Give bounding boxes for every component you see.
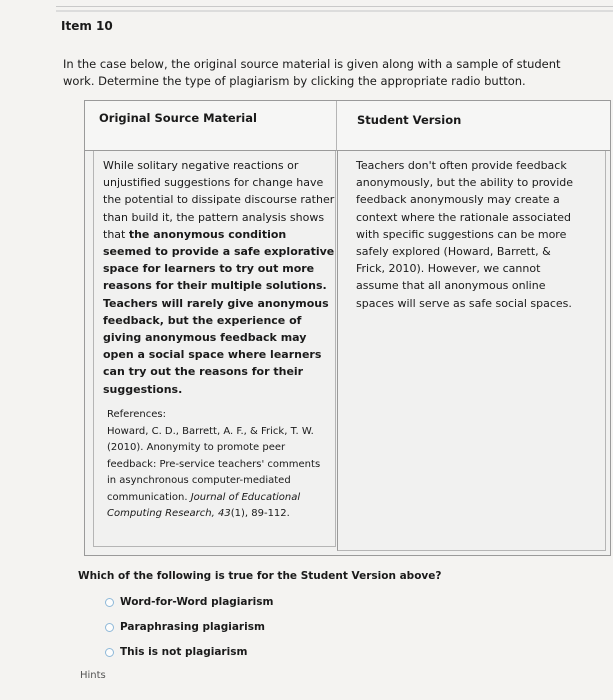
option-label-word-for-word[interactable]: Word-for-Word plagiarism <box>120 596 274 608</box>
student-header-cell <box>337 101 610 151</box>
reference-issue: (1), 89-112. <box>230 508 290 519</box>
references <box>107 407 327 523</box>
option-label-not-plagiarism[interactable]: This is not plagiarism <box>120 646 248 658</box>
student-version-text: Teachers don't often provide feedback anonymously, but the ability to provide feedback anonymously may create a context where the rationale associated with specific suggestions can be more safely explored (Howard, Barrett, & Frick, 2010). However, we cannot assume that all anonymous online spaces will serve as safe social spaces. <box>356 159 574 310</box>
hints-link[interactable]: Hints <box>80 670 106 681</box>
top-divider-secondary <box>56 10 613 12</box>
option-not-plagiarism[interactable] <box>105 646 247 658</box>
comparison-table <box>84 100 611 556</box>
option-word-for-word[interactable] <box>105 596 273 608</box>
instructions-text: In the case below, the original source material is given along with a sample of student work. Determine the type of plagiarism by clicking the appropriate radio button. <box>63 57 561 88</box>
original-header: Original Source Material <box>99 111 257 125</box>
references-label: References: <box>107 409 166 420</box>
original-source-cell <box>93 151 336 547</box>
radio-word-for-word[interactable] <box>105 598 114 607</box>
reference-journal: Journal of Educational Computing Research, 43 <box>107 491 301 519</box>
radio-paraphrasing[interactable] <box>105 623 114 632</box>
student-version-cell <box>337 151 606 551</box>
option-paraphrasing[interactable] <box>105 621 265 633</box>
radio-not-plagiarism[interactable] <box>105 648 114 657</box>
original-plain-text: While solitary negative reactions or unjustified suggestions for change have the potential to dissipate discourse rather than build it, the pattern analysis shows that <box>103 159 335 241</box>
original-header-cell <box>85 101 337 151</box>
option-label-paraphrasing[interactable]: Paraphrasing plagiarism <box>120 621 265 633</box>
original-source-text <box>103 157 335 398</box>
original-bold-text: the anonymous condition seemed to provide a safe explorative space for learners to try out more reasons for their multiple solutions. Teachers will rarely give anonymous feedback, but the experience of giving anonymous feedback may open a social space where learners can try out the reasons for their suggestions. <box>103 227 335 396</box>
student-header: Student Version <box>357 113 462 127</box>
top-divider <box>56 6 613 7</box>
reference-text: Howard, C. D., Barrett, A. F., & Frick, T. W. (2010). Anonymity to promote peer feedback: Pre-service teachers' comments in asynchronous computer-mediated communication. <box>107 425 321 503</box>
question-text: Which of the following is true for the Student Version above? <box>78 570 442 582</box>
item-title: Item 10 <box>61 19 113 33</box>
